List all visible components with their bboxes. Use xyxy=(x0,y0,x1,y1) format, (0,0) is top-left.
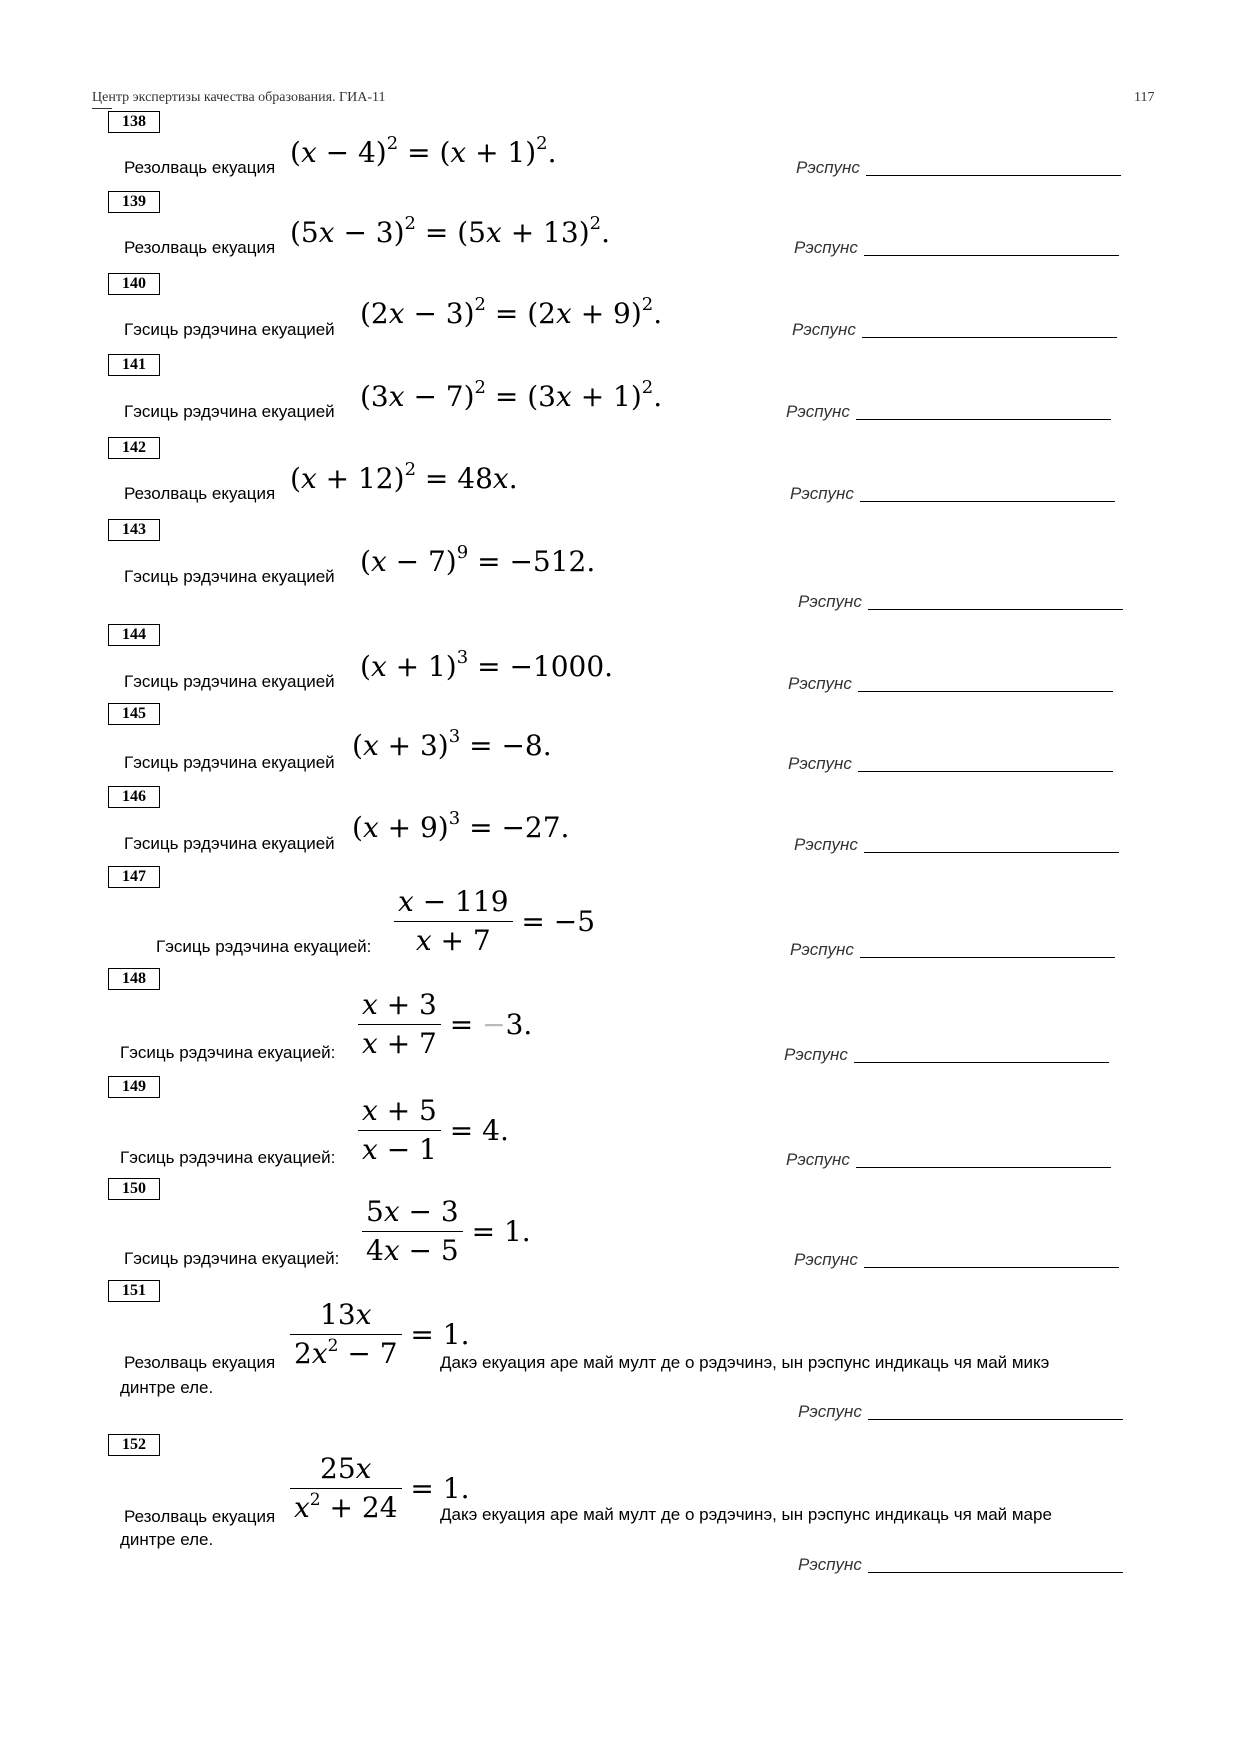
answer-field[interactable] xyxy=(788,674,1113,694)
equation: $(x + 9)^3 = -27$. xyxy=(352,808,570,844)
page-number: 117 xyxy=(1134,90,1155,105)
answer-line[interactable] xyxy=(866,175,1121,176)
task-number: 141 xyxy=(108,354,160,376)
task-instruction: Гэсиць рэдэчина екуацией xyxy=(124,402,335,421)
task-number: 148 xyxy=(108,968,160,990)
answer-label: Рэспунс xyxy=(792,320,856,339)
answer-field[interactable] xyxy=(796,158,1121,178)
answer-line[interactable] xyxy=(868,609,1123,610)
task-note-text: Дакэ екуация аре май мулт де о рэдэчинэ, ын рэспунс индикаць чя май микэ xyxy=(440,1353,1050,1372)
task-number: 139 xyxy=(108,191,160,213)
task-number: 151 xyxy=(108,1280,160,1302)
answer-label: Рэспунс xyxy=(786,402,850,421)
task-number: 142 xyxy=(108,437,160,459)
answer-field[interactable] xyxy=(790,484,1115,504)
task-note-end: динтре еле. xyxy=(120,1530,214,1549)
equation: $\frac{x - 119}{x + 7}$ = −5 xyxy=(394,885,595,958)
task-number: 149 xyxy=(108,1076,160,1098)
answer-field[interactable] xyxy=(794,1250,1119,1270)
answer-label: Рэспунс xyxy=(788,754,852,773)
equation: $\frac{13x}{2x^2 - 7}$ = 1. xyxy=(290,1298,470,1371)
answer-line[interactable] xyxy=(856,419,1111,420)
answer-label: Рэспунс xyxy=(784,1045,848,1064)
task-number: 144 xyxy=(108,624,160,646)
task-number: 152 xyxy=(108,1434,160,1456)
answer-field[interactable] xyxy=(786,1150,1111,1170)
answer-line[interactable] xyxy=(864,852,1119,853)
answer-label: Рэспунс xyxy=(798,592,862,611)
answer-line[interactable] xyxy=(862,337,1117,338)
answer-field[interactable] xyxy=(788,754,1113,774)
task-instruction: Резолваць екуация xyxy=(124,158,276,177)
answer-field[interactable] xyxy=(792,320,1117,340)
task-instruction: Гэсиць рэдэчина екуацией xyxy=(124,567,335,586)
task-number: 140 xyxy=(108,273,160,295)
equation: $\frac{x + 3}{x + 7}$ = −3. xyxy=(358,988,532,1061)
task-note xyxy=(440,1353,1122,1373)
equation: $\frac{x + 5}{x - 1}$ = 4. xyxy=(358,1094,509,1167)
task-instruction: Гэсиць рэдэчина екуацией: xyxy=(156,937,372,956)
task-note xyxy=(440,1505,1122,1525)
answer-line[interactable] xyxy=(860,501,1115,502)
answer-line[interactable] xyxy=(858,691,1113,692)
answer-field[interactable] xyxy=(794,835,1119,855)
task-instruction: Резолваць екуация xyxy=(124,238,276,257)
answer-line[interactable] xyxy=(854,1062,1109,1063)
task-number: 150 xyxy=(108,1178,160,1200)
task-instruction: Гэсиць рэдэчина екуацией: xyxy=(124,1249,340,1268)
answer-field[interactable] xyxy=(786,402,1111,422)
task-note-text: Дакэ екуация аре май мулт де о рэдэчинэ, ын рэспунс индикаць чя май маре xyxy=(440,1505,1052,1524)
answer-label: Рэспунс xyxy=(794,238,858,257)
answer-label: Рэспунс xyxy=(794,1250,858,1269)
task-instruction: Резолваць екуация xyxy=(124,484,276,503)
task-note-end: динтре еле. xyxy=(120,1378,214,1397)
equation: $(x + 3)^3 = -8$. xyxy=(352,726,552,762)
equation: $(3x - 7)^2 = (3x + 1)^2$. xyxy=(360,377,663,413)
task-number: 147 xyxy=(108,866,160,888)
answer-label: Рэспунс xyxy=(790,484,854,503)
equation: $(x - 4)^2 = (x + 1)^2$. xyxy=(290,133,557,169)
answer-label: Рэспунс xyxy=(798,1402,862,1421)
answer-label: Рэспунс xyxy=(788,674,852,693)
task-instruction: Гэсиць рэдэчина екуацией: xyxy=(120,1043,336,1062)
task-instruction: Гэсиць рэдэчина екуацией: xyxy=(120,1148,336,1167)
equation: $(2x - 3)^2 = (2x + 9)^2$. xyxy=(360,294,663,330)
equation: $\frac{25x}{x^2 + 24}$ = 1. xyxy=(290,1452,470,1525)
header-rule xyxy=(92,108,112,109)
task-instruction: Гэсиць рэдэчина екуацией xyxy=(124,320,335,339)
equation: $(x - 7)^9 = -512$. xyxy=(360,542,596,578)
answer-line[interactable] xyxy=(864,1267,1119,1268)
document-header-title: Центр экспертизы качества образования. ГИА-11 xyxy=(92,90,386,105)
equation: $(5x - 3)^2 = (5x + 13)^2$. xyxy=(290,213,610,249)
answer-field[interactable] xyxy=(798,1555,1123,1575)
answer-field[interactable] xyxy=(790,940,1115,960)
answer-line[interactable] xyxy=(856,1167,1111,1168)
answer-line[interactable] xyxy=(858,771,1113,772)
task-instruction: Гэсиць рэдэчина екуацией xyxy=(124,753,335,772)
task-number: 146 xyxy=(108,786,160,808)
task-number: 145 xyxy=(108,703,160,725)
equation: $(x + 12)^2 = 48x$. xyxy=(290,459,518,495)
answer-field[interactable] xyxy=(798,1402,1123,1422)
task-instruction: Гэсиць рэдэчина екуацией xyxy=(124,834,335,853)
answer-field[interactable] xyxy=(798,592,1123,612)
answer-line[interactable] xyxy=(868,1419,1123,1420)
answer-label: Рэспунс xyxy=(796,158,860,177)
answer-line[interactable] xyxy=(860,957,1115,958)
task-number: 138 xyxy=(108,111,160,133)
task-instruction: Гэсиць рэдэчина екуацией xyxy=(124,672,335,691)
task-number: 143 xyxy=(108,519,160,541)
answer-field[interactable] xyxy=(794,238,1119,258)
answer-line[interactable] xyxy=(868,1572,1123,1573)
task-instruction: Резолваць екуация xyxy=(124,1353,276,1372)
answer-label: Рэспунс xyxy=(790,940,854,959)
answer-label: Рэспунс xyxy=(798,1555,862,1574)
answer-label: Рэспунс xyxy=(794,835,858,854)
equation: $\frac{5x - 3}{4x - 5}$ = 1. xyxy=(362,1195,531,1268)
task-instruction: Резолваць екуация xyxy=(124,1507,276,1526)
equation: $(x + 1)^3 = -1000$. xyxy=(360,647,614,683)
answer-line[interactable] xyxy=(864,255,1119,256)
answer-label: Рэспунс xyxy=(786,1150,850,1169)
answer-field[interactable] xyxy=(784,1045,1109,1065)
